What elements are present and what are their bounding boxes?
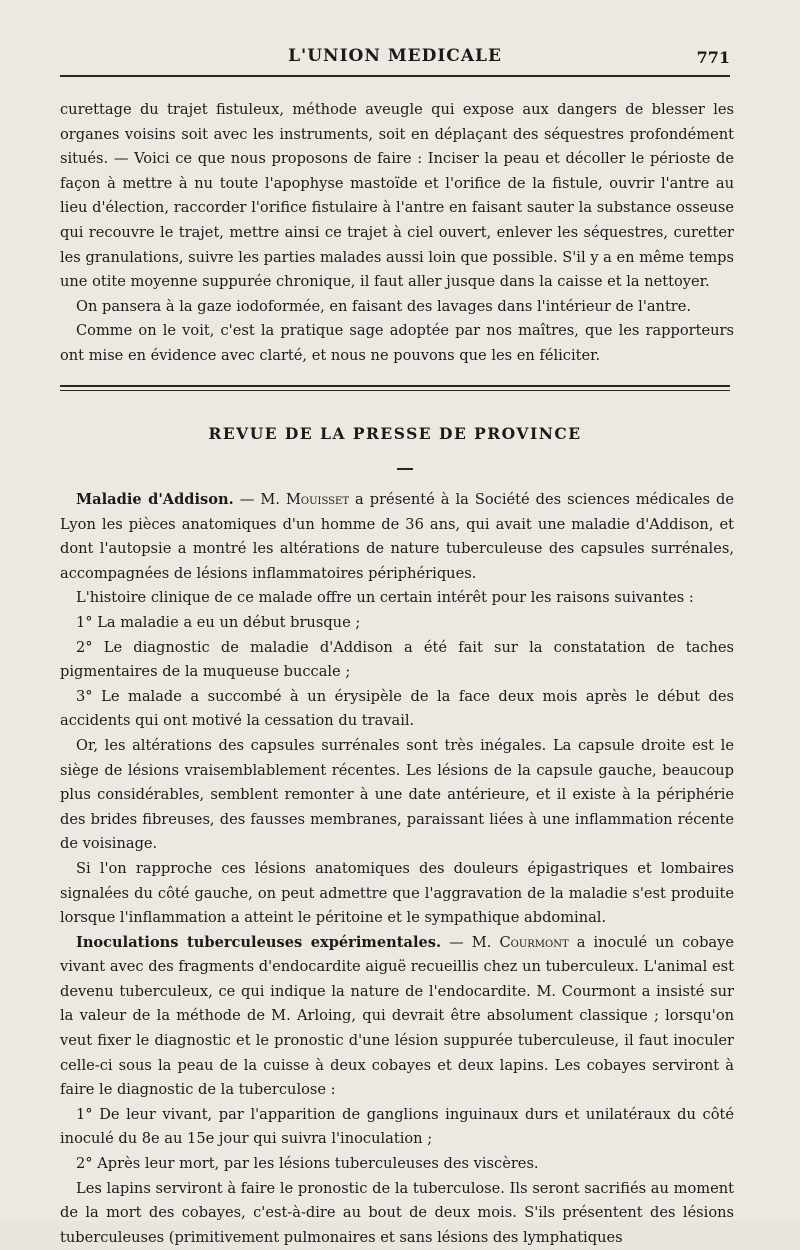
inoculations-lead: — M.: [441, 933, 500, 951]
paragraph: curettage du trajet fistuleux, méthode aveugle qui expose aux dangers de blesser les organes voisins soit avec les instruments, soit en déplaçant des séquestres profondément situés. — Voici ce que nous proposons de faire : Inciser la peau et décoller le périoste de façon à mettre à nu toute l'apophyse mastoïde et l'orifice de la fistule, ouvrir l'antre au lieu d'élection, raccorder l'orifice fistulaire à l'antre en faisant sauter la substance osseuse qui recouvre le trajet, mettre ainsi ce trajet à ciel ouvert, enlever les séquestres, curetter les granulations, suivre les parties malades aussi loin que possible. S'il y a en même temps une otite moyenne suppurée chronique, il faut aller jusque dans la caisse et la nettoyer.: [60, 101, 734, 291]
title-dash: [397, 468, 413, 470]
section-separator: [60, 385, 730, 395]
paragraph: Les lapins serviront à faire le pronostic de la tuberculose. Ils seront sacrifiés au moment de la mort des cobayes, c'est-à-dire au bout de deux mois. S'ils présentent des lésions tuberculeuses (primitivement pulmonaires et sans lésions des lymphatiques: [60, 1179, 734, 1246]
list-item: 2° Après leur mort, par les lésions tuberculeuses des viscères.: [76, 1155, 539, 1173]
paragraph: On pansera à la gaze iodoformée, en faisant des lavages dans l'intérieur de l'antre.: [76, 297, 692, 315]
addison-heading: Maladie d'Addison.: [76, 491, 234, 508]
paragraph: Si l'on rapproche ces lésions anatomiques des douleurs épigastriques et lombaires signalées du côté gauche, on peut admettre que l'aggravation de la maladie s'est produite lorsque l'inflammation a atteint le péritoine et le sympathique abdominal.: [60, 859, 734, 927]
addison-paragraph: [60, 488, 734, 586]
press-review: [60, 488, 734, 1250]
inoculations-author: Courmont: [499, 933, 569, 951]
section-title: REVUE DE LA PRESSE DE PROVINCE: [208, 424, 582, 443]
header-rule: [60, 75, 730, 77]
running-title: L'UNION MEDICALE: [288, 46, 502, 66]
inoculations-text: a inoculé un cobaye vivant avec des fragments d'endocardite aiguë recueillis chez un tuberculeux. L'animal est devenu tuberculeux, ce qui indique la nature de l'endocardite. M. Courmont a insisté sur la valeur de la méthode de M. Arloing, qui devrait être absolument classique ; lorsqu'on veut fixer le diagnostic et le pronostic d'une lésion suppurée tuberculeuse, il faut inoculer celle-ci sous la peau de la cuisse à deux cobayes et deux lapins. Les cobayes serviront à faire le diagnostic de la tuberculose :: [60, 933, 735, 1099]
article-continuation: [60, 98, 734, 369]
addison-author: Mouisset: [285, 491, 349, 508]
inoculations-paragraph: [60, 931, 734, 1103]
list-item: 3° Le malade a succombé à un érysipèle de la face deux mois après le début des accidents qui ont motivé la cessation du travail.: [60, 687, 734, 730]
page-number: 771: [696, 48, 730, 67]
page-header: [60, 42, 730, 72]
addison-lead: — M.: [233, 491, 286, 508]
list-item: 1° De leur vivant, par l'apparition de ganglions inguinaux durs et unilatéraux du côté inoculé du 8e au 15e jour qui suivra l'inoculation ;: [60, 1105, 734, 1148]
list-item: 1° La maladie a eu un début brusque ;: [76, 613, 361, 631]
inoculations-heading: Inoculations tuberculeuses expérimentales.: [76, 933, 442, 951]
paragraph: Comme on le voit, c'est la pratique sage adoptée par nos maîtres, que les rapporteurs ont mise en évidence avec clarté, et nous ne pouvons que les en féliciter.: [60, 322, 734, 364]
paragraph: L'histoire clinique de ce malade offre un certain intérêt pour les raisons suivantes :: [76, 589, 694, 607]
addison-text: a présenté à la Société des sciences médicales de Lyon les pièces anatomiques d'un homme de 36 ans, qui avait une maladie d'Addison, et dont l'autopsie a montré les altérations de nature tuberculeuse des capsules surrénales, accompagnées de lésions inflammatoires périphériques.: [60, 491, 734, 582]
list-item: 2° Le diagnostic de maladie d'Addison a été fait sur la constatation de taches pigmentaires de la muqueuse buccale ;: [60, 638, 734, 681]
paragraph: Or, les altérations des capsules surrénales sont très inégales. La capsule droite est le siège de lésions vraisemblablement récentes. Les lésions de la capsule gauche, beaucoup plus considérables, semblent remonter à une date antérieure, et il existe à la périphérie des brides fibreuses, des fausses membranes, paraissant liées à une inflammation récente de voisinage.: [60, 736, 734, 853]
